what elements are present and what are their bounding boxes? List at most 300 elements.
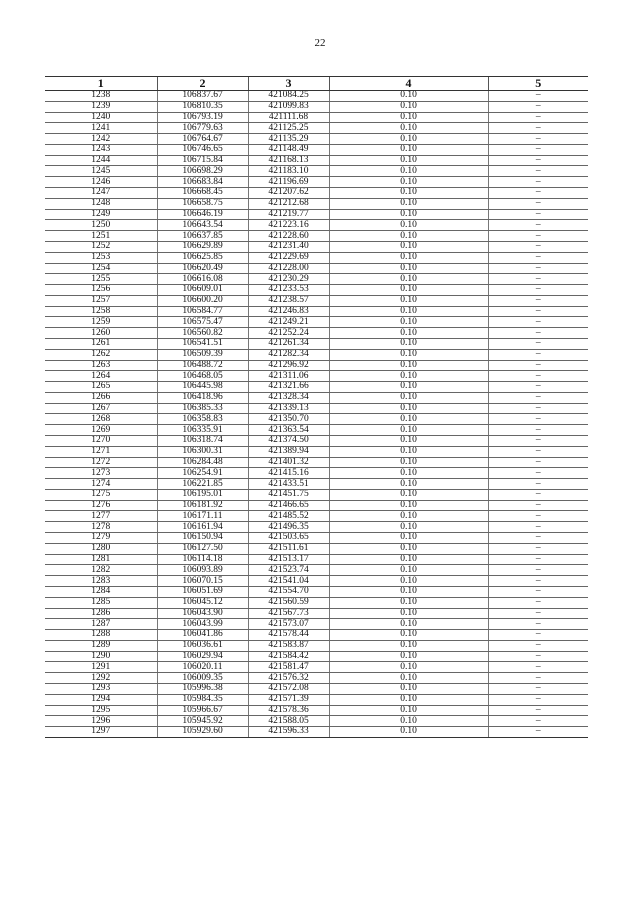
point-number-cell: 1256: [45, 285, 157, 296]
note-cell: –: [488, 382, 588, 393]
y-coordinate-cell: 421572.08: [248, 683, 329, 694]
point-number-cell: 1285: [45, 597, 157, 608]
accuracy-cell: 0.10: [329, 436, 488, 447]
table-row: [45, 511, 588, 522]
table-row: [45, 673, 588, 684]
note-cell: –: [488, 188, 588, 199]
note-cell: –: [488, 608, 588, 619]
x-coordinate-cell: 106643.54: [157, 220, 248, 231]
point-number-cell: 1296: [45, 716, 157, 727]
note-cell: –: [488, 576, 588, 587]
table-row: [45, 209, 588, 220]
y-coordinate-cell: 421252.24: [248, 328, 329, 339]
x-coordinate-cell: 106029.94: [157, 651, 248, 662]
note-cell: –: [488, 543, 588, 554]
accuracy-cell: 0.10: [329, 209, 488, 220]
point-number-cell: 1240: [45, 112, 157, 123]
y-coordinate-cell: 421496.35: [248, 522, 329, 533]
point-number-cell: 1289: [45, 640, 157, 651]
table-row: [45, 630, 588, 641]
accuracy-cell: 0.10: [329, 597, 488, 608]
table-row: [45, 619, 588, 630]
x-coordinate-cell: 106637.85: [157, 231, 248, 242]
accuracy-cell: 0.10: [329, 403, 488, 414]
note-cell: –: [488, 630, 588, 641]
point-number-cell: 1242: [45, 134, 157, 145]
x-coordinate-cell: 106609.01: [157, 285, 248, 296]
column-header-5: 5: [488, 77, 588, 91]
y-coordinate-cell: 421578.36: [248, 705, 329, 716]
table-row: [45, 285, 588, 296]
table-row: [45, 360, 588, 371]
table-row: [45, 446, 588, 457]
table-row: [45, 489, 588, 500]
note-cell: –: [488, 360, 588, 371]
note-cell: –: [488, 565, 588, 576]
accuracy-cell: 0.10: [329, 360, 488, 371]
accuracy-cell: 0.10: [329, 295, 488, 306]
point-number-cell: 1293: [45, 683, 157, 694]
point-number-cell: 1274: [45, 479, 157, 490]
x-coordinate-cell: 106541.51: [157, 338, 248, 349]
table-row: [45, 252, 588, 263]
note-cell: –: [488, 241, 588, 252]
y-coordinate-cell: 421084.25: [248, 91, 329, 102]
point-number-cell: 1238: [45, 91, 157, 102]
note-cell: –: [488, 177, 588, 188]
note-cell: –: [488, 597, 588, 608]
table-row: [45, 231, 588, 242]
x-coordinate-cell: 106779.63: [157, 123, 248, 134]
accuracy-cell: 0.10: [329, 630, 488, 641]
table-row: [45, 403, 588, 414]
note-cell: –: [488, 436, 588, 447]
point-number-cell: 1279: [45, 533, 157, 544]
accuracy-cell: 0.10: [329, 651, 488, 662]
y-coordinate-cell: 421282.34: [248, 349, 329, 360]
y-coordinate-cell: 421554.70: [248, 586, 329, 597]
y-coordinate-cell: 421212.68: [248, 198, 329, 209]
point-number-cell: 1262: [45, 349, 157, 360]
point-number-cell: 1273: [45, 468, 157, 479]
y-coordinate-cell: 421588.05: [248, 716, 329, 727]
table-row: [45, 134, 588, 145]
point-number-cell: 1297: [45, 727, 157, 738]
y-coordinate-cell: 421415.16: [248, 468, 329, 479]
accuracy-cell: 0.10: [329, 123, 488, 134]
point-number-cell: 1243: [45, 144, 157, 155]
y-coordinate-cell: 421374.50: [248, 436, 329, 447]
accuracy-cell: 0.10: [329, 522, 488, 533]
accuracy-cell: 0.10: [329, 382, 488, 393]
point-number-cell: 1249: [45, 209, 157, 220]
point-number-cell: 1276: [45, 500, 157, 511]
point-number-cell: 1269: [45, 425, 157, 436]
point-number-cell: 1292: [45, 673, 157, 684]
accuracy-cell: 0.10: [329, 188, 488, 199]
table-row: [45, 533, 588, 544]
note-cell: –: [488, 134, 588, 145]
accuracy-cell: 0.10: [329, 673, 488, 684]
accuracy-cell: 0.10: [329, 446, 488, 457]
note-cell: –: [488, 144, 588, 155]
y-coordinate-cell: 421231.40: [248, 241, 329, 252]
point-number-cell: 1270: [45, 436, 157, 447]
accuracy-cell: 0.10: [329, 425, 488, 436]
y-coordinate-cell: 421578.44: [248, 630, 329, 641]
y-coordinate-cell: 421583.87: [248, 640, 329, 651]
y-coordinate-cell: 421560.59: [248, 597, 329, 608]
page-number: 22: [314, 37, 326, 49]
table-row: [45, 414, 588, 425]
x-coordinate-cell: 106284.48: [157, 457, 248, 468]
accuracy-cell: 0.10: [329, 112, 488, 123]
x-coordinate-cell: 106575.47: [157, 317, 248, 328]
y-coordinate-cell: 421223.16: [248, 220, 329, 231]
x-coordinate-cell: 106698.29: [157, 166, 248, 177]
y-coordinate-cell: 421230.29: [248, 274, 329, 285]
x-coordinate-cell: 106488.72: [157, 360, 248, 371]
point-number-cell: 1284: [45, 586, 157, 597]
y-coordinate-cell: 421183.10: [248, 166, 329, 177]
point-number-cell: 1288: [45, 630, 157, 641]
note-cell: –: [488, 295, 588, 306]
table-row: [45, 436, 588, 447]
point-number-cell: 1286: [45, 608, 157, 619]
note-cell: –: [488, 198, 588, 209]
table-row: [45, 727, 588, 738]
accuracy-cell: 0.10: [329, 500, 488, 511]
accuracy-cell: 0.10: [329, 457, 488, 468]
x-coordinate-cell: 106620.49: [157, 263, 248, 274]
accuracy-cell: 0.10: [329, 392, 488, 403]
note-cell: –: [488, 392, 588, 403]
note-cell: –: [488, 231, 588, 242]
note-cell: –: [488, 252, 588, 263]
table-row: [45, 295, 588, 306]
accuracy-cell: 0.10: [329, 338, 488, 349]
note-cell: –: [488, 285, 588, 296]
table-row: [45, 468, 588, 479]
note-cell: –: [488, 166, 588, 177]
x-coordinate-cell: 105945.92: [157, 716, 248, 727]
x-coordinate-cell: 106093.89: [157, 565, 248, 576]
accuracy-cell: 0.10: [329, 565, 488, 576]
y-coordinate-cell: 421389.94: [248, 446, 329, 457]
x-coordinate-cell: 106254.91: [157, 468, 248, 479]
point-number-cell: 1253: [45, 252, 157, 263]
table-row: [45, 608, 588, 619]
x-coordinate-cell: 106625.85: [157, 252, 248, 263]
note-cell: –: [488, 349, 588, 360]
point-number-cell: 1254: [45, 263, 157, 274]
point-number-cell: 1268: [45, 414, 157, 425]
x-coordinate-cell: 106668.45: [157, 188, 248, 199]
x-coordinate-cell: 106318.74: [157, 436, 248, 447]
note-cell: –: [488, 522, 588, 533]
x-coordinate-cell: 106051.69: [157, 586, 248, 597]
column-header-2: 2: [157, 77, 248, 91]
accuracy-cell: 0.10: [329, 576, 488, 587]
note-cell: –: [488, 91, 588, 102]
y-coordinate-cell: 421125.25: [248, 123, 329, 134]
x-coordinate-cell: 106127.50: [157, 543, 248, 554]
point-number-cell: 1247: [45, 188, 157, 199]
note-cell: –: [488, 209, 588, 220]
y-coordinate-cell: 421207.62: [248, 188, 329, 199]
table-body: [45, 91, 588, 738]
x-coordinate-cell: 106041.86: [157, 630, 248, 641]
x-coordinate-cell: 106418.96: [157, 392, 248, 403]
y-coordinate-cell: 421196.69: [248, 177, 329, 188]
table-row: [45, 425, 588, 436]
table-row: [45, 586, 588, 597]
accuracy-cell: 0.10: [329, 231, 488, 242]
table-row: [45, 338, 588, 349]
point-number-cell: 1259: [45, 317, 157, 328]
y-coordinate-cell: 421401.32: [248, 457, 329, 468]
accuracy-cell: 0.10: [329, 328, 488, 339]
column-header-3: 3: [248, 77, 329, 91]
y-coordinate-cell: 421148.49: [248, 144, 329, 155]
table-row: [45, 554, 588, 565]
y-coordinate-cell: 421571.39: [248, 694, 329, 705]
table-row: [45, 392, 588, 403]
table-row: [45, 144, 588, 155]
y-coordinate-cell: 421576.32: [248, 673, 329, 684]
point-number-cell: 1266: [45, 392, 157, 403]
y-coordinate-cell: 421261.34: [248, 338, 329, 349]
y-coordinate-cell: 421135.29: [248, 134, 329, 145]
accuracy-cell: 0.10: [329, 317, 488, 328]
note-cell: –: [488, 500, 588, 511]
x-coordinate-cell: 106509.39: [157, 349, 248, 360]
y-coordinate-cell: 421321.66: [248, 382, 329, 393]
accuracy-cell: 0.10: [329, 694, 488, 705]
note-cell: –: [488, 533, 588, 544]
note-cell: –: [488, 727, 588, 738]
accuracy-cell: 0.10: [329, 716, 488, 727]
point-number-cell: 1264: [45, 371, 157, 382]
y-coordinate-cell: 421296.92: [248, 360, 329, 371]
y-coordinate-cell: 421229.69: [248, 252, 329, 263]
table-row: [45, 306, 588, 317]
accuracy-cell: 0.10: [329, 101, 488, 112]
accuracy-cell: 0.10: [329, 586, 488, 597]
note-cell: –: [488, 479, 588, 490]
y-coordinate-cell: 421513.17: [248, 554, 329, 565]
note-cell: –: [488, 112, 588, 123]
accuracy-cell: 0.10: [329, 511, 488, 522]
note-cell: –: [488, 705, 588, 716]
y-coordinate-cell: 421451.75: [248, 489, 329, 500]
y-coordinate-cell: 421311.06: [248, 371, 329, 382]
y-coordinate-cell: 421228.00: [248, 263, 329, 274]
x-coordinate-cell: 106658.75: [157, 198, 248, 209]
y-coordinate-cell: 421596.33: [248, 727, 329, 738]
note-cell: –: [488, 511, 588, 522]
y-coordinate-cell: 421581.47: [248, 662, 329, 673]
accuracy-cell: 0.10: [329, 662, 488, 673]
y-coordinate-cell: 421111.68: [248, 112, 329, 123]
table-row: [45, 188, 588, 199]
y-coordinate-cell: 421328.34: [248, 392, 329, 403]
accuracy-cell: 0.10: [329, 263, 488, 274]
x-coordinate-cell: 106300.31: [157, 446, 248, 457]
x-coordinate-cell: 106837.67: [157, 91, 248, 102]
table-row: [45, 91, 588, 102]
x-coordinate-cell: 106070.15: [157, 576, 248, 587]
point-number-cell: 1282: [45, 565, 157, 576]
table-row: [45, 274, 588, 285]
point-number-cell: 1245: [45, 166, 157, 177]
y-coordinate-cell: 421523.74: [248, 565, 329, 576]
point-number-cell: 1290: [45, 651, 157, 662]
table-row: [45, 565, 588, 576]
y-coordinate-cell: 421233.53: [248, 285, 329, 296]
table-row: [45, 662, 588, 673]
table-row: [45, 101, 588, 112]
accuracy-cell: 0.10: [329, 468, 488, 479]
x-coordinate-cell: 106468.05: [157, 371, 248, 382]
accuracy-cell: 0.10: [329, 608, 488, 619]
point-number-cell: 1241: [45, 123, 157, 134]
note-cell: –: [488, 123, 588, 134]
y-coordinate-cell: 421339.13: [248, 403, 329, 414]
table-row: [45, 123, 588, 134]
x-coordinate-cell: 105966.67: [157, 705, 248, 716]
note-cell: –: [488, 489, 588, 500]
x-coordinate-cell: 106746.65: [157, 144, 248, 155]
point-number-cell: 1265: [45, 382, 157, 393]
note-cell: –: [488, 694, 588, 705]
note-cell: –: [488, 155, 588, 166]
x-coordinate-cell: 105996.38: [157, 683, 248, 694]
note-cell: –: [488, 673, 588, 684]
accuracy-cell: 0.10: [329, 619, 488, 630]
x-coordinate-cell: 106764.67: [157, 134, 248, 145]
accuracy-cell: 0.10: [329, 285, 488, 296]
table-row: [45, 263, 588, 274]
accuracy-cell: 0.10: [329, 198, 488, 209]
x-coordinate-cell: 106161.94: [157, 522, 248, 533]
point-number-cell: 1295: [45, 705, 157, 716]
y-coordinate-cell: 421099.83: [248, 101, 329, 112]
x-coordinate-cell: 106560.82: [157, 328, 248, 339]
accuracy-cell: 0.10: [329, 705, 488, 716]
x-coordinate-cell: 106181.92: [157, 500, 248, 511]
accuracy-cell: 0.10: [329, 144, 488, 155]
x-coordinate-cell: 105984.35: [157, 694, 248, 705]
y-coordinate-cell: 421584.42: [248, 651, 329, 662]
column-header-1: 1: [45, 77, 157, 91]
x-coordinate-cell: 106045.12: [157, 597, 248, 608]
y-coordinate-cell: 421541.04: [248, 576, 329, 587]
accuracy-cell: 0.10: [329, 543, 488, 554]
note-cell: –: [488, 220, 588, 231]
point-number-cell: 1252: [45, 241, 157, 252]
note-cell: –: [488, 403, 588, 414]
accuracy-cell: 0.10: [329, 252, 488, 263]
note-cell: –: [488, 662, 588, 673]
table-row: [45, 522, 588, 533]
x-coordinate-cell: 106629.89: [157, 241, 248, 252]
x-coordinate-cell: 106221.85: [157, 479, 248, 490]
table-row: [45, 651, 588, 662]
y-coordinate-cell: 421573.07: [248, 619, 329, 630]
x-coordinate-cell: 106150.94: [157, 533, 248, 544]
accuracy-cell: 0.10: [329, 554, 488, 565]
x-coordinate-cell: 106646.19: [157, 209, 248, 220]
x-coordinate-cell: 106445.98: [157, 382, 248, 393]
note-cell: –: [488, 640, 588, 651]
point-number-cell: 1239: [45, 101, 157, 112]
x-coordinate-cell: 106385.33: [157, 403, 248, 414]
note-cell: –: [488, 683, 588, 694]
y-coordinate-cell: 421511.61: [248, 543, 329, 554]
y-coordinate-cell: 421567.73: [248, 608, 329, 619]
x-coordinate-cell: 106043.99: [157, 619, 248, 630]
accuracy-cell: 0.10: [329, 274, 488, 285]
point-number-cell: 1291: [45, 662, 157, 673]
table-row: [45, 382, 588, 393]
table-row: [45, 640, 588, 651]
x-coordinate-cell: 106715.84: [157, 155, 248, 166]
point-number-cell: 1277: [45, 511, 157, 522]
table-header-row: [45, 77, 588, 91]
table-row: [45, 166, 588, 177]
note-cell: –: [488, 263, 588, 274]
accuracy-cell: 0.10: [329, 489, 488, 500]
point-number-cell: 1261: [45, 338, 157, 349]
note-cell: –: [488, 619, 588, 630]
table-row: [45, 457, 588, 468]
x-coordinate-cell: 106584.77: [157, 306, 248, 317]
note-cell: –: [488, 425, 588, 436]
y-coordinate-cell: 421433.51: [248, 479, 329, 490]
table-row: [45, 155, 588, 166]
accuracy-cell: 0.10: [329, 134, 488, 145]
y-coordinate-cell: 421350.70: [248, 414, 329, 425]
y-coordinate-cell: 421363.54: [248, 425, 329, 436]
table-row: [45, 705, 588, 716]
note-cell: –: [488, 716, 588, 727]
point-number-cell: 1275: [45, 489, 157, 500]
point-number-cell: 1263: [45, 360, 157, 371]
point-number-cell: 1248: [45, 198, 157, 209]
table-row: [45, 317, 588, 328]
accuracy-cell: 0.10: [329, 371, 488, 382]
point-number-cell: 1271: [45, 446, 157, 457]
table-row: [45, 241, 588, 252]
note-cell: –: [488, 554, 588, 565]
point-number-cell: 1281: [45, 554, 157, 565]
table-row: [45, 597, 588, 608]
x-coordinate-cell: 106810.35: [157, 101, 248, 112]
y-coordinate-cell: 421228.60: [248, 231, 329, 242]
x-coordinate-cell: 106036.61: [157, 640, 248, 651]
table-row: [45, 198, 588, 209]
table-row: [45, 479, 588, 490]
accuracy-cell: 0.10: [329, 349, 488, 360]
note-cell: –: [488, 306, 588, 317]
table-row: [45, 543, 588, 554]
note-cell: –: [488, 274, 588, 285]
accuracy-cell: 0.10: [329, 177, 488, 188]
note-cell: –: [488, 446, 588, 457]
y-coordinate-cell: 421249.21: [248, 317, 329, 328]
point-number-cell: 1250: [45, 220, 157, 231]
